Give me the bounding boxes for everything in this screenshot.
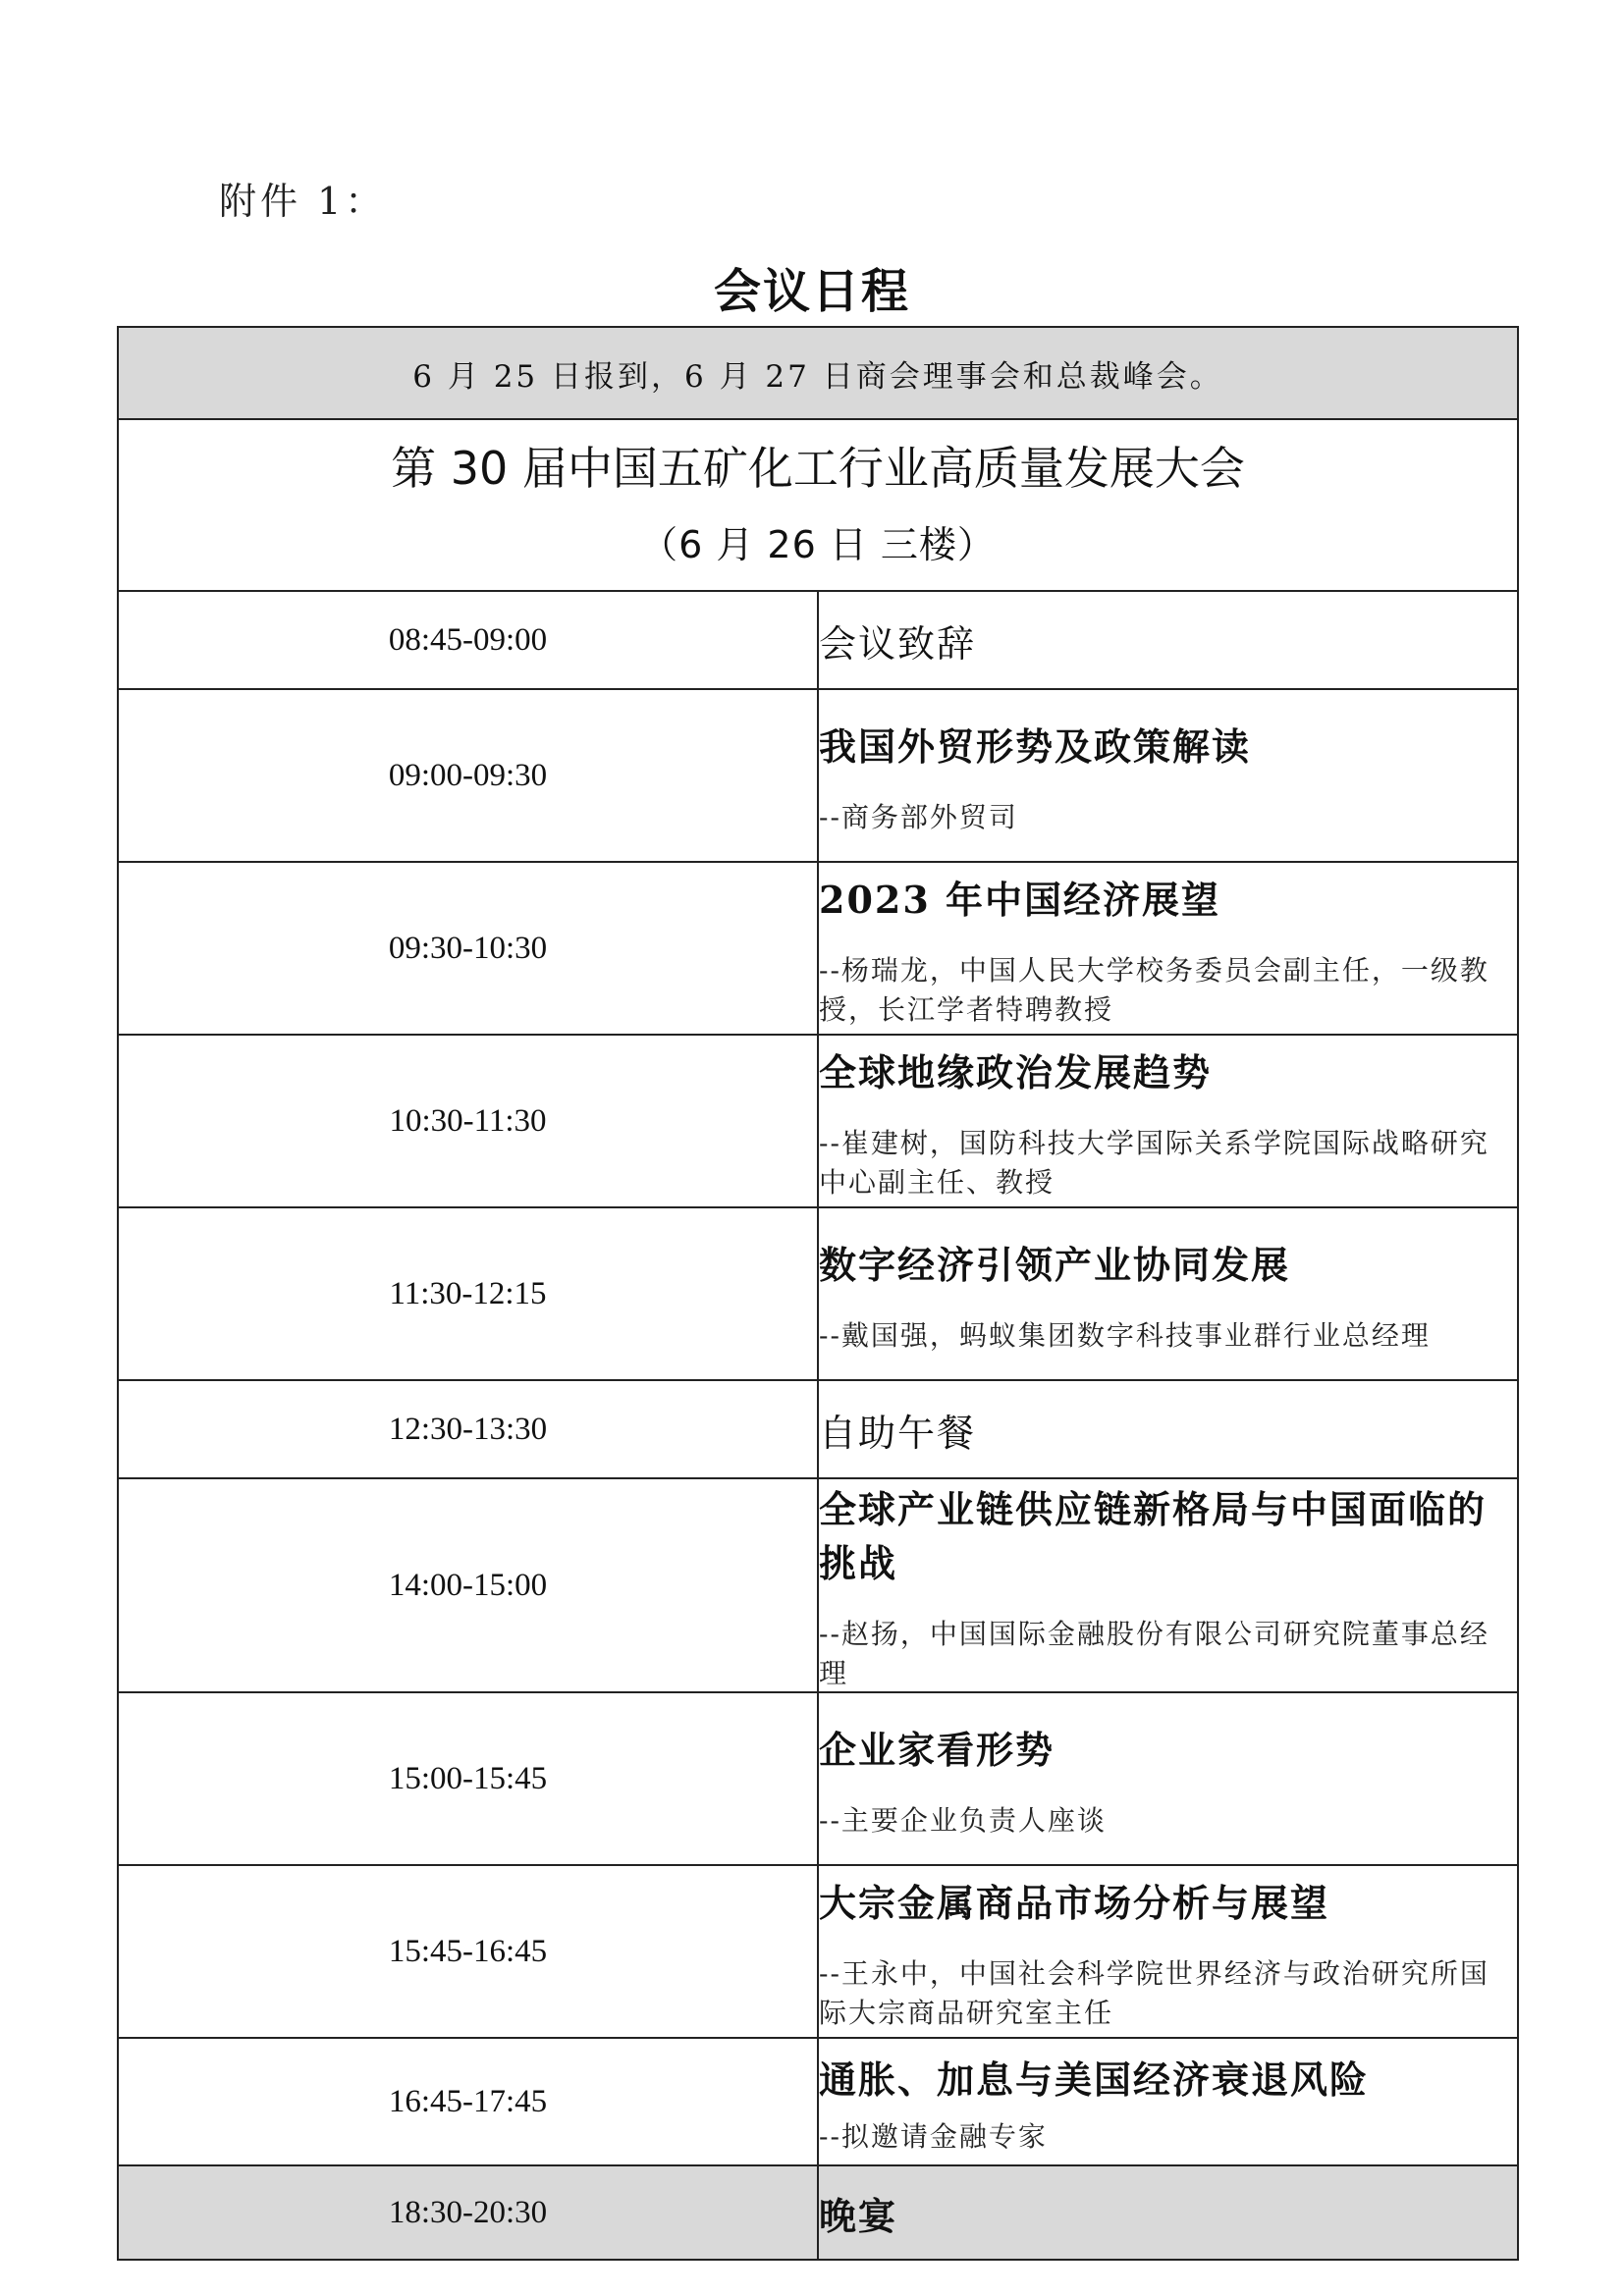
session-speaker: --主要企业负责人座谈 — [819, 1803, 1107, 1837]
conference-name: 第 30 届中国五矿化工行业高质量发展大会 — [391, 442, 1245, 496]
session-content — [818, 689, 1518, 862]
schedule-row — [118, 2038, 1518, 2165]
session-title: 2023 年中国经济展望 — [819, 877, 1220, 922]
schedule-row — [118, 689, 1518, 862]
session-speaker: --拟邀请金融专家 — [819, 2119, 1048, 2153]
session-time: 10:30-11:30 — [118, 1035, 818, 1207]
session-time: 15:45-16:45 — [118, 1865, 818, 2038]
session-title: 数字经济引领产业协同发展 — [819, 1242, 1291, 1287]
session-content — [818, 2165, 1518, 2260]
session-speaker: --崔建树，国防科技大学国际关系学院国际战略研究中心副主任、教授 — [819, 1126, 1489, 1199]
session-content — [818, 1692, 1518, 1865]
conference-date-location: （6 月 26 日 三楼） — [640, 522, 996, 566]
session-time: 15:00-15:45 — [118, 1692, 818, 1865]
session-content — [818, 1865, 1518, 2038]
session-speaker: --王永中，中国社会科学院世界经济与政治研究所国际大宗商品研究室主任 — [819, 1956, 1489, 2029]
session-content — [818, 1207, 1518, 1380]
session-time: 18:30-20:30 — [118, 2165, 818, 2260]
document-title: 会议日程 — [713, 264, 910, 319]
schedule-row — [118, 1207, 1518, 1380]
session-title: 自助午餐 — [819, 1411, 977, 1455]
session-title: 晚宴 — [819, 2193, 898, 2238]
session-content — [818, 1380, 1518, 1478]
schedule-row — [118, 862, 1518, 1035]
notice-text: 6 月 25 日报到，6 月 27 日商会理事会和总裁峰会。 — [118, 327, 1518, 419]
session-speaker: --杨瑞龙，中国人民大学校务委员会副主任，一级教授，长江学者特聘教授 — [819, 953, 1489, 1026]
session-time: 09:30-10:30 — [118, 862, 818, 1035]
schedule-row — [118, 1478, 1518, 1692]
session-time: 08:45-09:00 — [118, 591, 818, 689]
schedule-table — [117, 326, 1519, 2261]
session-title: 会议致辞 — [819, 621, 977, 666]
notice-row — [118, 327, 1518, 419]
session-time: 09:00-09:30 — [118, 689, 818, 862]
schedule-row — [118, 1035, 1518, 1207]
session-content — [818, 1035, 1518, 1207]
session-content — [818, 862, 1518, 1035]
attachment-label: 附件 1： — [219, 180, 387, 223]
schedule-row — [118, 1380, 1518, 1478]
session-speaker: --商务部外贸司 — [819, 800, 1018, 833]
conference-header-row — [118, 419, 1518, 591]
session-title: 通胀、加息与美国经济衰退风险 — [819, 2056, 1370, 2102]
session-title: 大宗金属商品市场分析与展望 — [819, 1880, 1330, 1925]
schedule-row — [118, 591, 1518, 689]
session-content — [818, 1478, 1518, 1692]
session-speaker: --戴国强，蚂蚁集团数字科技事业群行业总经理 — [819, 1318, 1431, 1352]
schedule-row — [118, 1865, 1518, 2038]
session-content — [818, 2038, 1518, 2165]
session-time: 11:30-12:15 — [118, 1207, 818, 1380]
session-time: 16:45-17:45 — [118, 2038, 818, 2165]
session-content — [818, 591, 1518, 689]
conference-header — [118, 419, 1518, 591]
session-title: 全球产业链供应链新格局与中国面临的挑战 — [819, 1487, 1488, 1585]
session-title: 企业家看形势 — [819, 1727, 1056, 1772]
session-time: 14:00-15:00 — [118, 1478, 818, 1692]
schedule-row-dinner — [118, 2165, 1518, 2260]
schedule-row — [118, 1692, 1518, 1865]
session-time: 12:30-13:30 — [118, 1380, 818, 1478]
session-title: 全球地缘政治发展趋势 — [819, 1049, 1213, 1095]
session-title: 我国外贸形势及政策解读 — [819, 723, 1252, 769]
session-speaker: --赵扬，中国国际金融股份有限公司研究院董事总经理 — [819, 1618, 1489, 1689]
